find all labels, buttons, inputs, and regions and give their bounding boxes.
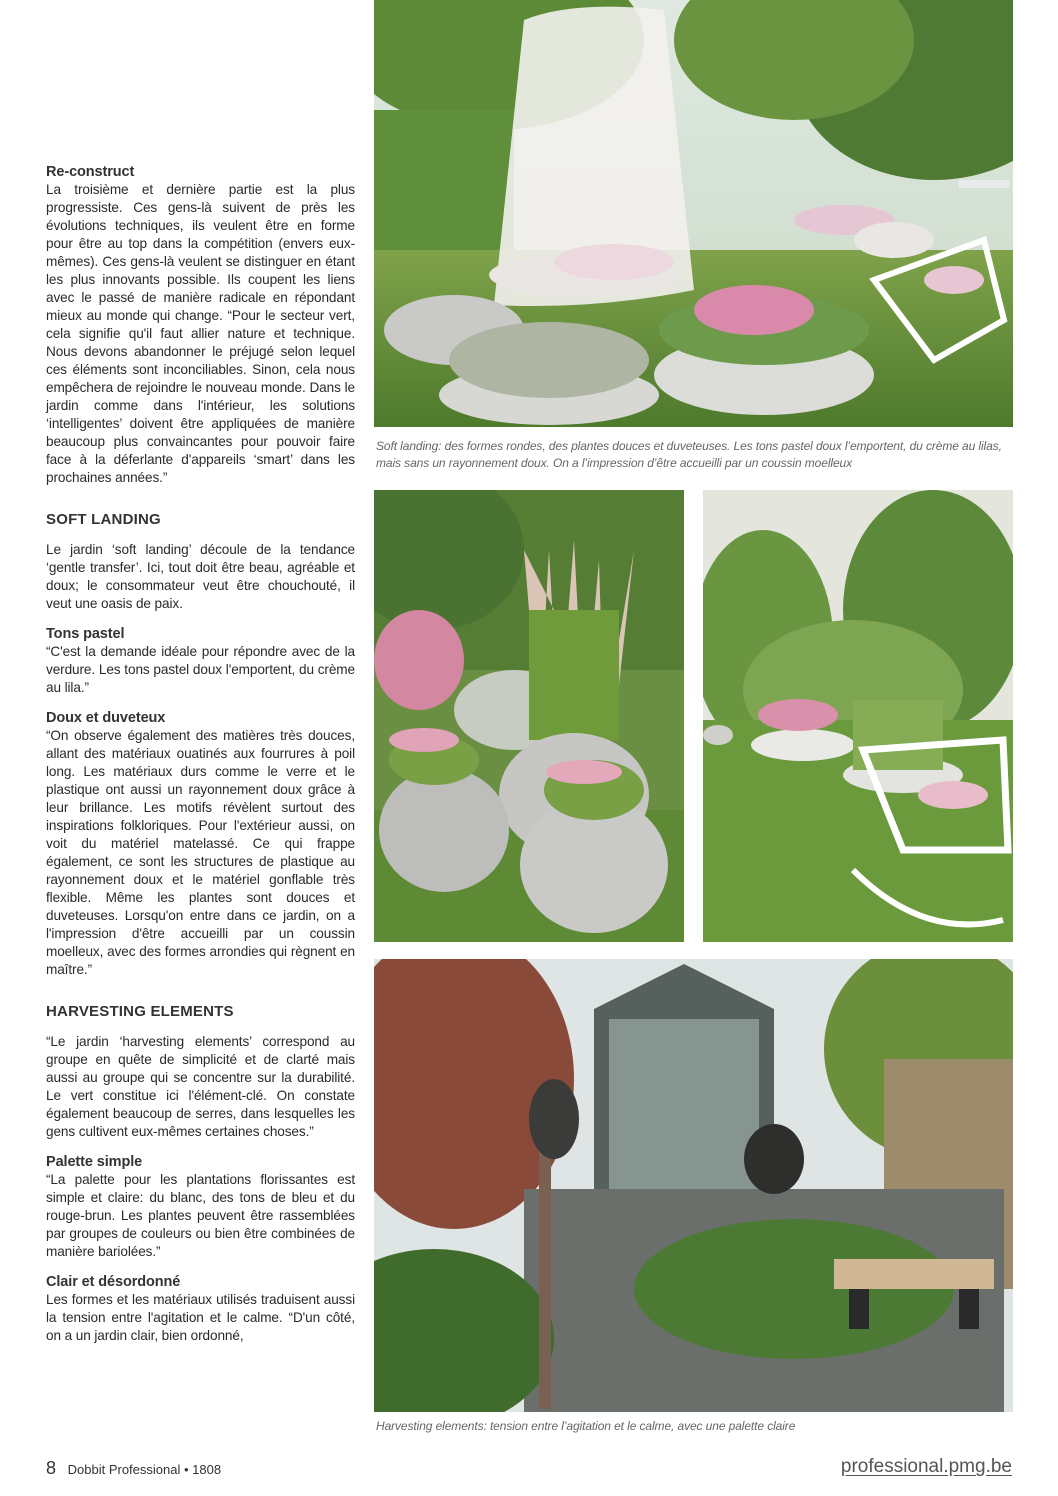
subhead-palette-simple: Palette simple (46, 1154, 143, 1170)
paragraph: “On observe également des matières très douces, allant des matériaux ouatinés aux fourrures à poil long. Les matériaux durs comme le verre et le plastique ont aussi un rayonnement doux grâce à leur brillance. Les motifs révèlent surtout des inspirations folkloriques. Pour l'extérieur aussi, on voit du matériel matelassé. Ce qui frappe également, ce sont les structures de plastique au rayonnement doux et le matériel gonflable très flexible. Même les plantes sont douces et duveteuses. Lorsqu'on entre dans ce jardin, on a l'impression d'être accueilli par un coussin moelleux, avec des formes arrondies qui règnent en maître.” (46, 728, 355, 977)
caption-harvesting-elements: Harvesting elements: tension entre l’agitation et le calme, avec une palette claire (376, 1419, 796, 1433)
heading-soft-landing: SOFT LANDING (46, 511, 161, 528)
paragraph: Les formes et les matériaux utilisés traduisent aussi la tension entre l'agitation et le calme. “D'un côté, on a un jardin clair, bien ordonné, (46, 1292, 355, 1343)
paragraph: “Le jardin ‘harvesting elements’ correspond au groupe en quête de simplicité et de clarté mais aussi au groupe qui se concentre sur la durabilité. Le vert constitue ici l'élément-clé. On constate également beaucoup de serres, dans lesquelles les gens cultivent eux-mêmes certaines choses.” (46, 1034, 355, 1139)
caption-soft-landing: Soft landing: des formes rondes, des plantes douces et duveteuses. Les tons pastel doux l’emportent, du crème au lilas, mais sans un rayonnement doux. On a l’impression d’être accueilli par un coussin moelleux (376, 439, 1002, 470)
heading-harvesting-elements: HARVESTING ELEMENTS (46, 1003, 234, 1020)
photo-greenhouse-garden (374, 959, 1013, 1412)
paragraph: “La palette pour les plantations florissantes est simple et claire: du blanc, des tons de bleu et du rouge-brun. Les plantes peuvent être rassemblées par groupes de couleurs ou bien être combinées de manière bariolées.” (46, 1172, 355, 1259)
paragraph: “C'est la demande idéale pour répondre avec de la verdure. Les tons pastel doux l'emportent, du crème au lila.” (46, 644, 355, 695)
subhead-clair-et-desordonne: Clair et désordonné (46, 1274, 181, 1290)
subhead-doux-et-duveteux: Doux et duveteux (46, 710, 166, 726)
photo-soft-landing-garden (374, 0, 1013, 427)
page-number: 8 (46, 1458, 57, 1478)
publication-name: Dobbit Professional • 1808 (67, 1462, 222, 1477)
article-column (46, 163, 355, 1345)
photo-rocking-chair-garden (703, 490, 1013, 942)
photo-round-pots (374, 490, 684, 942)
website-link[interactable]: professional.pmg.be (840, 1456, 1012, 1477)
subhead-reconstruct: Re-construct (46, 164, 135, 180)
paragraph: La troisième et dernière partie est la plus progressiste. Ces gens-là suivent de près les évolutions techniques, ils veulent être en forme pour être au top dans la compétition (envers eux-mêmes). Ces gens-là veulent se distinguer en étant les plus innovants possible. Ils coupent les liens avec le passé de manière radicale en répondant mieux au monde qui change. “Pour le secteur vert, cela signifie qu'il faut allier nature et technique. Nous devons abandonner le préjugé selon lequel ces éléments sont inconciliables. Sinon, cela nous empêchera de rejoindre le nouveau monde. Dans le jardin comme dans l'intérieur, les solutions ‘intelligentes’ doivent être appliquées de manière beaucoup plus convaincantes pour pouvoir faire face à la déferlante d'appareils ‘smart’ dans les prochaines années.” (46, 182, 355, 485)
paragraph: Le jardin ‘soft landing’ découle de la tendance ‘gentle transfer’. Ici, tout doit être beau, agréable et doux; le consommateur veut être chouchouté, il veut une oasis de paix. (46, 542, 355, 611)
subhead-tons-pastel: Tons pastel (46, 626, 125, 642)
footer-publication (46, 1458, 221, 1479)
